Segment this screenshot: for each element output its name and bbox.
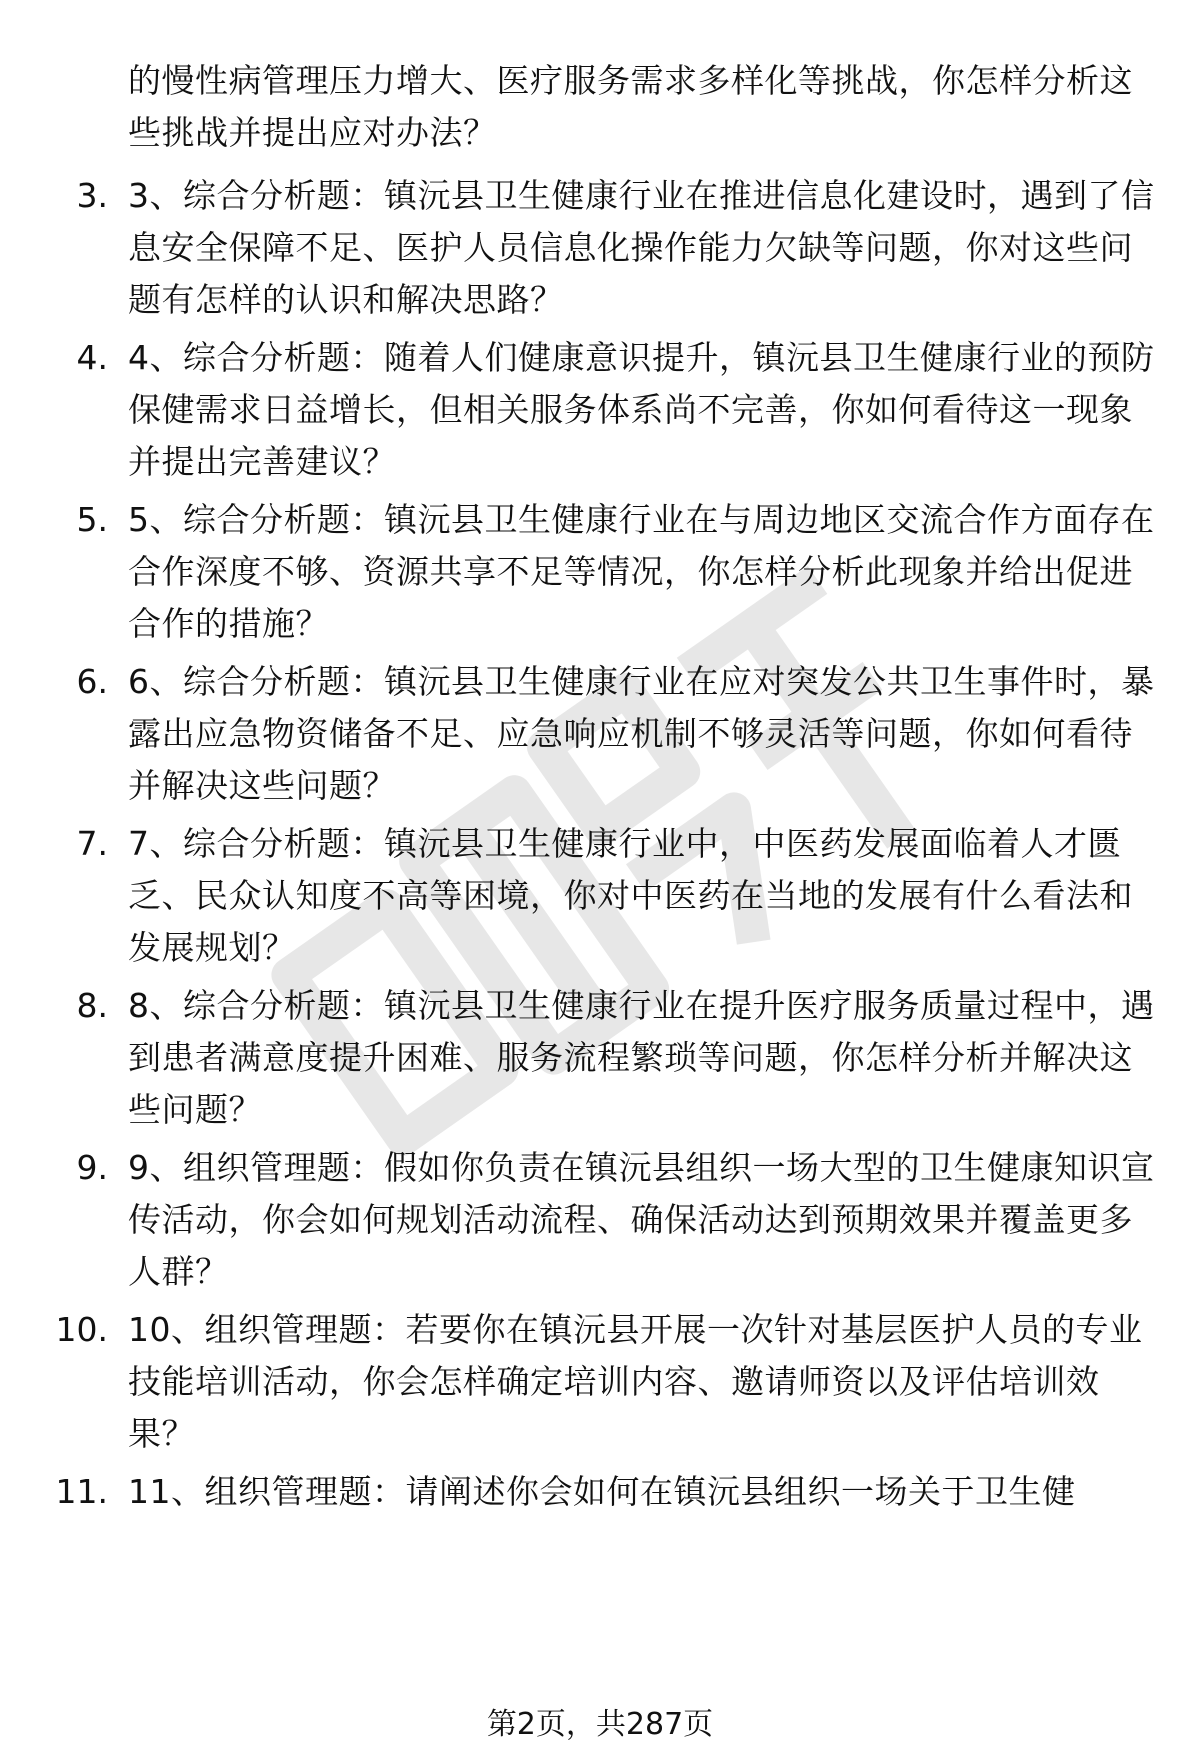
item-number: 6. bbox=[76, 662, 108, 701]
page-footer: 第2页，共287页 bbox=[486, 1707, 714, 1742]
item-text: 10、组织管理题：若要你在镇沅县开展一次针对基层医护人员的专业技能培训活动，你会怎样确定培训内容、邀请师资以及评估培训效果？ bbox=[128, 1310, 1143, 1453]
item-number: 7. bbox=[76, 824, 108, 863]
item-number: 5. bbox=[76, 500, 108, 539]
item-text: 9、组织管理题：假如你负责在镇沅县组织一场大型的卫生健康知识宣传活动，你会如何规划活动流程、确保活动达到预期效果并覆盖更多人群？ bbox=[128, 1148, 1155, 1291]
item-number: 11. bbox=[55, 1472, 108, 1511]
item-text: 4、综合分析题：随着人们健康意识提升，镇沅县卫生健康行业的预防保健需求日益增长，但相关服务体系尚不完善，你如何看待这一现象并提出完善建议？ bbox=[128, 338, 1155, 481]
item-text: 11、组织管理题：请阐述你会如何在镇沅县组织一场关于卫生健 bbox=[128, 1472, 1076, 1511]
item-text: 6、综合分析题：镇沅县卫生健康行业在应对突发公共卫生事件时，暴露出应急物资储备不足、应急响应机制不够灵活等问题，你如何看待并解决这些问题？ bbox=[128, 662, 1155, 805]
item-number: 3. bbox=[76, 176, 108, 215]
item-number: 10. bbox=[55, 1310, 108, 1349]
item-number: 4. bbox=[76, 338, 108, 377]
item-text: 3、综合分析题：镇沅县卫生健康行业在推进信息化建设时，遇到了信息安全保障不足、医护人员信息化操作能力欠缺等问题，你对这些问题有怎样的认识和解决思路？ bbox=[128, 176, 1155, 319]
item-text: 7、综合分析题：镇沅县卫生健康行业中，中医药发展面临着人才匮乏、民众认知度不高等困境，你对中医药在当地的发展有什么看法和发展规划？ bbox=[128, 824, 1133, 967]
item-text: 5、综合分析题：镇沅县卫生健康行业在与周边地区交流合作方面存在合作深度不够、资源共享不足等情况，你怎样分析此现象并给出促进合作的措施？ bbox=[128, 500, 1155, 643]
continuation-text: 的慢性病管理压力增大、医疗服务需求多样化等挑战，你怎样分析这些挑战并提出应对办法？ bbox=[128, 61, 1133, 152]
item-text: 8、综合分析题：镇沅县卫生健康行业在提升医疗服务质量过程中，遇到患者满意度提升困难、服务流程繁琐等问题，你怎样分析并解决这些问题？ bbox=[128, 986, 1155, 1129]
item-number: 8. bbox=[76, 986, 108, 1025]
item-number: 9. bbox=[76, 1148, 108, 1187]
